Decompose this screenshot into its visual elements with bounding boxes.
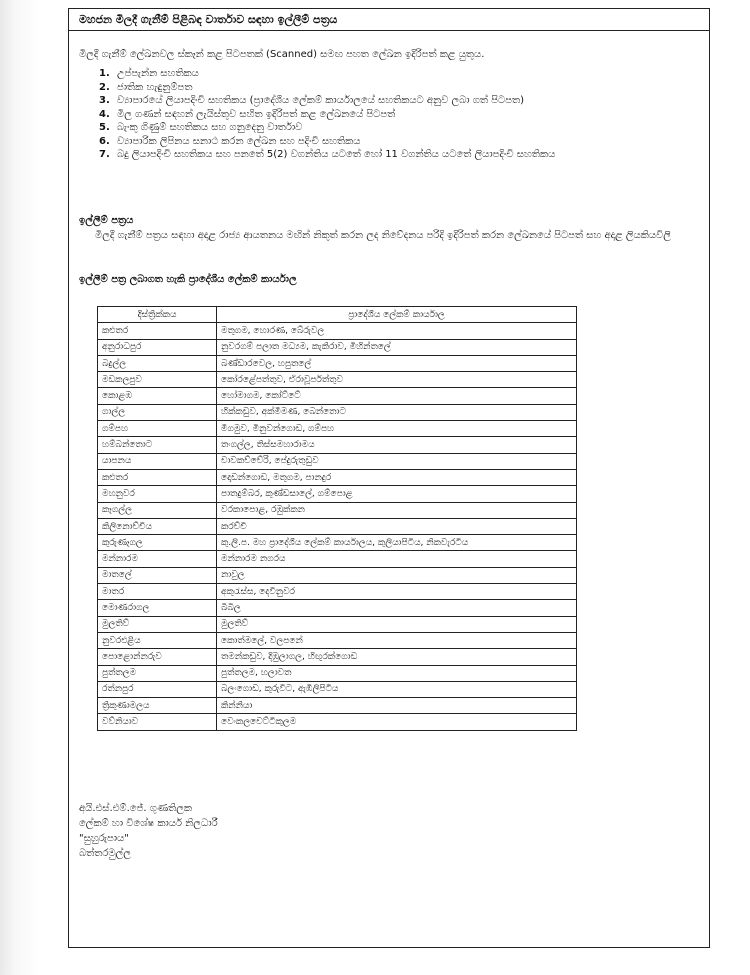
signature-building: "සුහුරුපාය" [79,833,129,844]
offices-cell: නාවුල [217,567,577,583]
table-row [98,665,577,681]
offices-cell: චාවකච්චේරි, පේදුරුතුඩුව [217,453,577,469]
table-row [98,518,577,534]
table-row [98,339,577,355]
table-row [98,323,577,339]
offices-cell: මතුගම, හොරණ, බේරුවල [217,323,577,339]
offices-cell: හෝමාගම, කෝට්ටේ [217,388,577,404]
district-cell: කොළඹ [98,388,217,404]
offices-cell: කින්නියා [217,698,577,714]
table-row [98,616,577,632]
offices-cell: අකුරැස්ස, දෙවිනුවර [217,584,577,600]
district-cell: රත්නපුර [98,681,217,697]
table-row [98,632,577,648]
district-cell: ගම්පහ [98,421,217,437]
signature-location: බත්තරමුල්ල [79,848,131,859]
table-row [98,681,577,697]
section-heading-application: ඉල්ලීම් පත්‍රය [79,215,134,226]
list-item: 5. බැංකු ගිණුම් සහතිකය සහ ගනුදෙනු වාර්තාව [99,122,303,133]
district-cell: මඩකලපුව [98,372,217,388]
district-cell: මාතර [98,584,217,600]
district-cell: මාතලේ [98,567,217,583]
table-header-row [98,307,577,323]
table-row [98,469,577,485]
district-cell: කළුතර [98,469,217,485]
list-item: 1. උප්පැන්න සහතිකය [99,68,199,79]
district-cell: පුත්තලම [98,665,217,681]
offices-cell: පාතදුම්බර, කුණ්ඩසාලේ, ගම්පොළ [217,486,577,502]
table-row [98,486,577,502]
district-cell: පොළොන්නරුව [98,649,217,665]
table-row [98,535,577,551]
list-item: 6. ව්‍යාපාරික ලිපිනය සනාථ කරන ලේඛන සහ පදිංචි සහතිකය [99,135,361,147]
district-cell: මන්නාරම [98,551,217,567]
table-row [98,372,577,388]
offices-cell: පුත්තලම, හලාවත [217,665,577,681]
document-title: මහජන මිලදී ගැනීම් පිළිබඳ වාර්තාව සඳහා ඉල්ලීම් පත්‍රය [69,9,709,31]
district-cell: ගාල්ල [98,404,217,420]
district-cell: කිලිනොච්චිය [98,518,217,534]
offices-cell: තමන්කඩුව, දිඹුලාගල, හිඟුරක්ගොඩ [217,649,577,665]
header-offices: ප්‍රාදේශීය ලේකම් කාර්යාල [217,307,577,323]
section-body-application: මිලදී ගැනීම් පත්‍රය සඳහා අදාළ රාජ්‍ය ආයතනය මඟින් නිකුත් කරන ලද නිවේදනය පරිදි ඉදිරිපත් කරන ලේඛනයේ පිටපත් සහ අදාළ ලියකියවිලි [95,230,671,241]
district-cell: හම්බන්තොට [98,437,217,453]
table-row [98,714,577,730]
district-cell: අනුරාධපුර [98,339,217,355]
offices-cell: කොත්මලේ, වලපනේ [217,632,577,648]
offices-cell: කෝරළේපත්තුව, ඒරාවූර්පත්තුව [217,372,577,388]
district-cell: වව්නියාව [98,714,217,730]
table-row [98,404,577,420]
table-row [98,649,577,665]
offices-table [97,306,577,731]
offices-cell: වරකාපොළ, රඹුක්කන [217,502,577,518]
table-row [98,584,577,600]
header-district: දිස්ත්‍රික්කය [98,307,217,323]
district-cell: මහනුවර [98,486,217,502]
district-cell: කළුතර [98,323,217,339]
offices-cell: බලංගොඩ, කුරුවිට, ඇඹිලිපිටිය [217,681,577,697]
district-cell: ත්‍රිකුණාමලය [98,698,217,714]
document-page [68,8,710,948]
list-item: 2. ජාතික හැඳුනුම්පත [99,81,193,93]
offices-cell: දොඩන්ගොඩ, මතුගම, පානදුර [217,469,577,485]
requirements-list [99,67,699,162]
offices-cell: මන්නාරම නගරය [217,551,577,567]
table-row [98,388,577,404]
list-item: 7. බදු ලියාපදිංචි සහතිකය සහ පනතේ 5(2) වගන්තිය යටතේ හෝ 11 වගන්තිය යටතේ ලියාපදිංචි සහතිකය [99,149,556,160]
offices-cell: නුවරගම් පලාත මධ්‍යම, කැකිරාව, මිහින්තලේ [217,339,577,355]
district-cell: යාපනය [98,453,217,469]
list-item: 4. මිල ගණන් සඳහන් ලැයිස්තුව සහිත ඉදිරිපත් කළ ලේඛනයේ පිටපත් [99,108,396,120]
district-cell: නුවරඑළිය [98,632,217,648]
offices-cell: බණ්ඩාරවෙල, හපුතලේ [217,355,577,371]
intro-paragraph: මිලදී ගැනීම් ලේඛනවල ස්කෑන් කළ පිටපතක් (Scanned) සමඟ පහත ලේඛන ඉදිරිපත් කළ යුතුය. [79,49,485,60]
table-row [98,567,577,583]
offices-cell: බිබිල [217,600,577,616]
offices-cell: මීගමුව, මිනුවන්ගොඩ, ගම්පහ [217,421,577,437]
offices-cell: කු.ලි.ප. මහ ප්‍රාදේශීය ලේකම් කාර්යාලය, කුලියාපිටිය, නිකවැරටිය [217,535,577,551]
list-item: 3. ව්‍යාපාරයේ ලියාපදිංචි සහතිකය (ප්‍රාදේශීය ලේකම් කාර්යාලයේ සහතිකයට අනුව ලබා ගත් පිටපත) [99,95,524,106]
signature-block [79,801,218,861]
table-row [98,355,577,371]
table-row [98,502,577,518]
signature-name: අයි.එස්.එම්.ජේ. ගුණතිලක [79,803,192,814]
table-row [98,551,577,567]
district-cell: කුරුණෑගල [98,535,217,551]
district-cell: බදුල්ල [98,355,217,371]
district-cell: මොණරාගල [98,600,217,616]
table-row [98,600,577,616]
table-row [98,421,577,437]
table-row [98,698,577,714]
offices-cell: කරච්චි [217,518,577,534]
signature-title: ලේකම් හා විශේෂ කාර්ය නිලධාරී [79,818,218,829]
offices-cell: මුලතිව් [217,616,577,632]
section-heading-offices: ඉල්ලීම් පත්‍ර ලබාගත හැකි ප්‍රාදේශීය ලේකම් කාර්යාල [79,274,297,285]
offices-cell: වෙංකලචෙට්ටිකුලම [217,714,577,730]
district-cell: කෑගල්ල [98,502,217,518]
district-cell: මුලතිව් [98,616,217,632]
table-row [98,453,577,469]
offices-cell: හික්කඩුව, අක්මීමණ, බෙන්තොට [217,404,577,420]
offices-cell: තංගල්ල, තිස්සමහාරාමය [217,437,577,453]
table-row [98,437,577,453]
